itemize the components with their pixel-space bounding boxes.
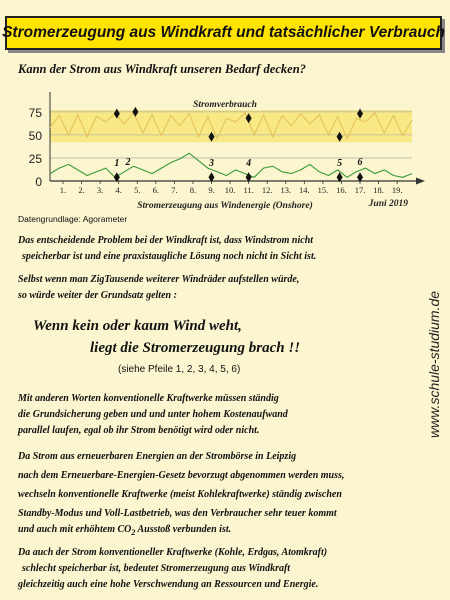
page-title: Stromerzeugung aus Windkraft und tatsächlicher Verbrauch: [2, 24, 445, 41]
paragraph-boerse: [18, 449, 344, 541]
x-tick-label: 4.: [115, 185, 122, 195]
text-line: schlecht speicherbar ist, bedeutet Stromerzeugung aus Windkraft: [22, 563, 291, 574]
x-tick-label: 8.: [189, 185, 197, 195]
text-line: parallel laufen, egal ob ihr Strom benötigt wird oder nicht.: [18, 425, 260, 436]
text-line: wechseln konventionelle Kraftwerke (meist Kohlekraftwerke) ständig zwischen: [18, 489, 342, 500]
text-line: [18, 522, 344, 541]
text-line: so würde weiter der Grundsatz gelten :: [18, 290, 177, 301]
text-line: Da auch der Strom konventioneller Kraftwerke (Kohle, Erdgas, Atomkraft): [18, 547, 328, 558]
website-url: www.schule-studium.de: [426, 290, 442, 438]
paragraph-windraeder: [18, 272, 299, 304]
consumption-band: [50, 110, 412, 142]
x-tick-label: 5.: [134, 185, 141, 195]
arrow-number: 6: [357, 157, 363, 169]
arrow-number: 2: [125, 157, 131, 169]
co2-subscript: 2: [131, 528, 136, 537]
month-label: Juni 2019: [368, 199, 408, 209]
paragraph-storage: [18, 233, 316, 265]
text-line: gleichzeitig auch eine hohe Verschwendung an Ressourcen und Energie.: [18, 579, 319, 590]
text-line: die Grundsicherung geben und und unter hohem Kostenaufwand: [18, 409, 288, 420]
chart-question: Kann der Strom aus Windkraft unseren Bedarf decken?: [18, 62, 306, 76]
y-tick-label: 75: [28, 105, 42, 120]
series-label-wind: Stromerzeugung aus Windenergie (Onshore): [137, 201, 313, 211]
text-line: Da Strom aus erneuerbaren Energien an der Strombörse in Leipzig: [18, 451, 297, 462]
x-tick-label: 2.: [78, 185, 85, 195]
paragraph-verschwendung: [18, 545, 327, 593]
arrow-number: 3: [209, 158, 215, 170]
arrow-number: 1: [114, 158, 120, 170]
x-axis-arrow: [416, 178, 425, 185]
text-line: Mit anderen Worten konventionelle Kraftwerke müssen ständig: [18, 393, 279, 404]
series-label-consumption: Stromverbrauch: [193, 99, 257, 110]
x-tick-label: 16.: [336, 185, 347, 195]
paragraph-conventional: [18, 391, 288, 439]
x-tick-label: 15.: [317, 185, 329, 195]
x-tick-label: 6.: [152, 185, 160, 195]
y-tick-label: 50: [28, 128, 42, 143]
x-tick-label: 1.: [59, 185, 67, 195]
arrow-note: (siehe Pfeile 1, 2, 3, 4, 5, 6): [118, 364, 241, 375]
x-tick-label: 17.: [354, 185, 366, 195]
y-tick-label: 0: [35, 175, 42, 189]
headline-wind-2: liegt die Stromerzeugung brach !!: [90, 340, 301, 356]
x-tick-label: 9.: [208, 185, 215, 195]
arrow-number: 5: [337, 158, 343, 170]
text-fragment: und auch mit erhöhtem CO: [18, 524, 132, 535]
x-tick-label: 12.: [261, 185, 273, 195]
text-line: Das entscheidende Problem bei der Windkraft ist, dass Windstrom nicht: [18, 235, 314, 246]
text-line: nach dem Erneuerbare-Energien-Gesetz bevorzugt abgenommen werden muss,: [18, 470, 345, 481]
text-line: Selbst wenn man ZigTausende weiterer Windräder aufstellen würde,: [18, 274, 300, 285]
headline-wind-1: Wenn kein oder kaum Wind weht,: [33, 318, 242, 334]
x-tick-label: 13.: [280, 185, 292, 195]
text-line: speicherbar ist und eine praxistaugliche Lösung noch nicht in Sicht ist.: [22, 251, 317, 262]
data-source: Datengrundlage: Agorameter: [18, 214, 128, 224]
x-tick-label: 3.: [96, 185, 104, 195]
x-tick-label: 14.: [299, 185, 310, 195]
text-line: Standby-Modus und Voll-Lastbetrieb, was den Verbraucher sehr teuer kommt: [18, 508, 337, 519]
arrow-number: 4: [246, 158, 252, 170]
x-tick-label: 19.: [391, 185, 403, 195]
wind-consumption-chart: [0, 0, 450, 215]
y-tick-label: 25: [28, 151, 42, 166]
text-fragment: Ausstoß verbunden ist.: [135, 524, 232, 535]
x-tick-label: 11.: [243, 185, 254, 195]
x-tick-label: 7.: [171, 185, 178, 195]
x-tick-label: 18.: [373, 185, 384, 195]
x-tick-label: 10.: [224, 185, 236, 195]
